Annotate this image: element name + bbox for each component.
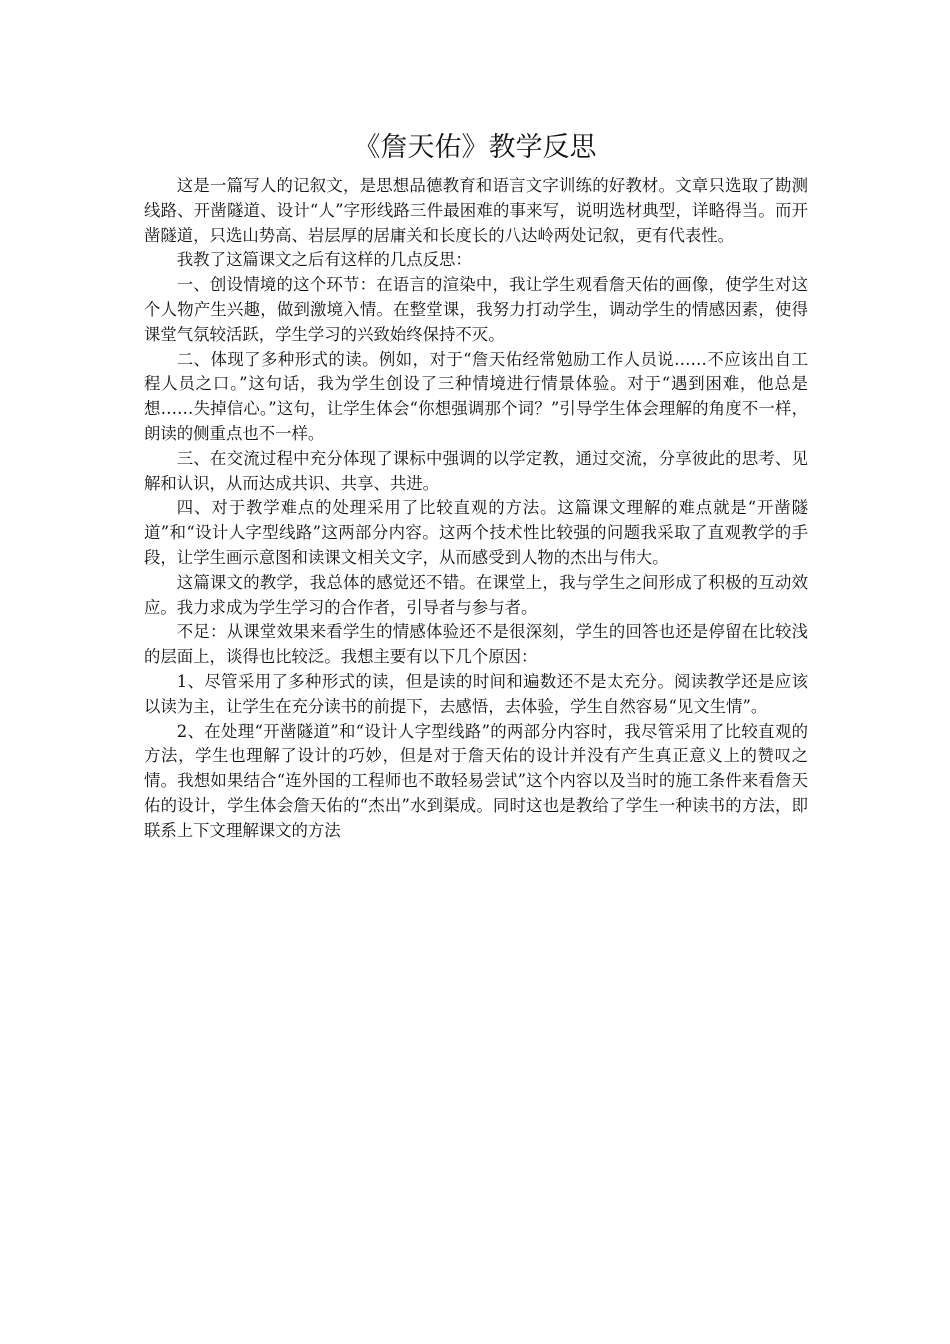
paragraph-summary: 这篇课文的教学，我总体的感觉还不错。在课堂上，我与学生之间形成了积极的互动效应。我力求成为学生学习的合作者，引导者与参与者。 [144,572,808,617]
paragraph-reason-1: 1、尽管采用了多种形式的读，但是读的时间和遍数还不是太充分。阅读教学还是应该以读为主，让学生在充分读书的前提下，去感悟，去体验，学生自然容易“见文生情”。 [144,671,808,716]
paragraph-intro: 这是一篇写人的记叙文，是思想品德教育和语言文字训练的好教材。文章只选取了勘测线路、开凿隧道、设计“人”字形线路三件最困难的事来写，说明选材典型，详略得当。而开凿隧道，只选山势高、岩层厚的居庸关和长度长的八达岭两处记叙，更有代表性。 [144,176,808,245]
document-title: 《詹天佑》教学反思 [353,132,597,163]
paragraph-reason-2: 2、在处理“开凿隧道”和“设计人字型线路”的两部分内容时，我尽管采用了比较直观的方法，学生也理解了设计的巧妙，但是对于詹天佑的设计并没有产生真正意义上的赞叹之情。我想如果结合“连外国的工程师也不敢轻易尝试”这个内容以及当时的施工条件来看詹天佑的设计，学生体会詹天佑的“杰出”水到渠成。同时这也是教给了学生一种读书的方法，即联系上下文理解课文的方法 [144,721,808,840]
paragraph-point-1: 一、创设情境的这个环节：在语言的渲染中，我让学生观看詹天佑的画像，使学生对这个人物产生兴趣，做到激境入情。在整堂课，我努力打动学生，调动学生的情感因素，使得课堂气氛较活跃，学生学习的兴致始终保持不灭。 [144,275,808,344]
paragraph-point-3: 三、在交流过程中充分体现了课标中强调的以学定教，通过交流，分享彼此的思考、见解和认识，从而达成共识、共享、共进。 [144,448,808,493]
paragraph-point-4: 四、对于教学难点的处理采用了比较直观的方法。这篇课文理解的难点就是“开凿隧道”和“设计人字型线路”这两部分内容。这两个技术性比较强的问题我采取了直观教学的手段，让学生画示意图和读课文相关文字，从而感受到人物的杰出与伟大。 [144,498,808,567]
paragraph-shortcomings: 不足：从课堂效果来看学生的情感体验还不是很深刻，学生的回答也还是停留在比较浅的层面上，谈得也比较泛。我想主要有以下几个原因： [144,622,808,667]
document-body [144,174,808,844]
paragraph-reflection-lead: 我教了这篇课文之后有这样的几点反思： [176,250,472,270]
paragraph-point-2: 二、体现了多种形式的读。例如，对于“詹天佑经常勉励工作人员说……不应该出自工程人员之口。”这句话，我为学生创设了三种情境进行情景体验。对于“遇到困难，他总是想……失掉信心。”这句，让学生体会“你想强调那个词？”引导学生体会理解的角度不一样，朗读的侧重点也不一样。 [144,349,808,443]
